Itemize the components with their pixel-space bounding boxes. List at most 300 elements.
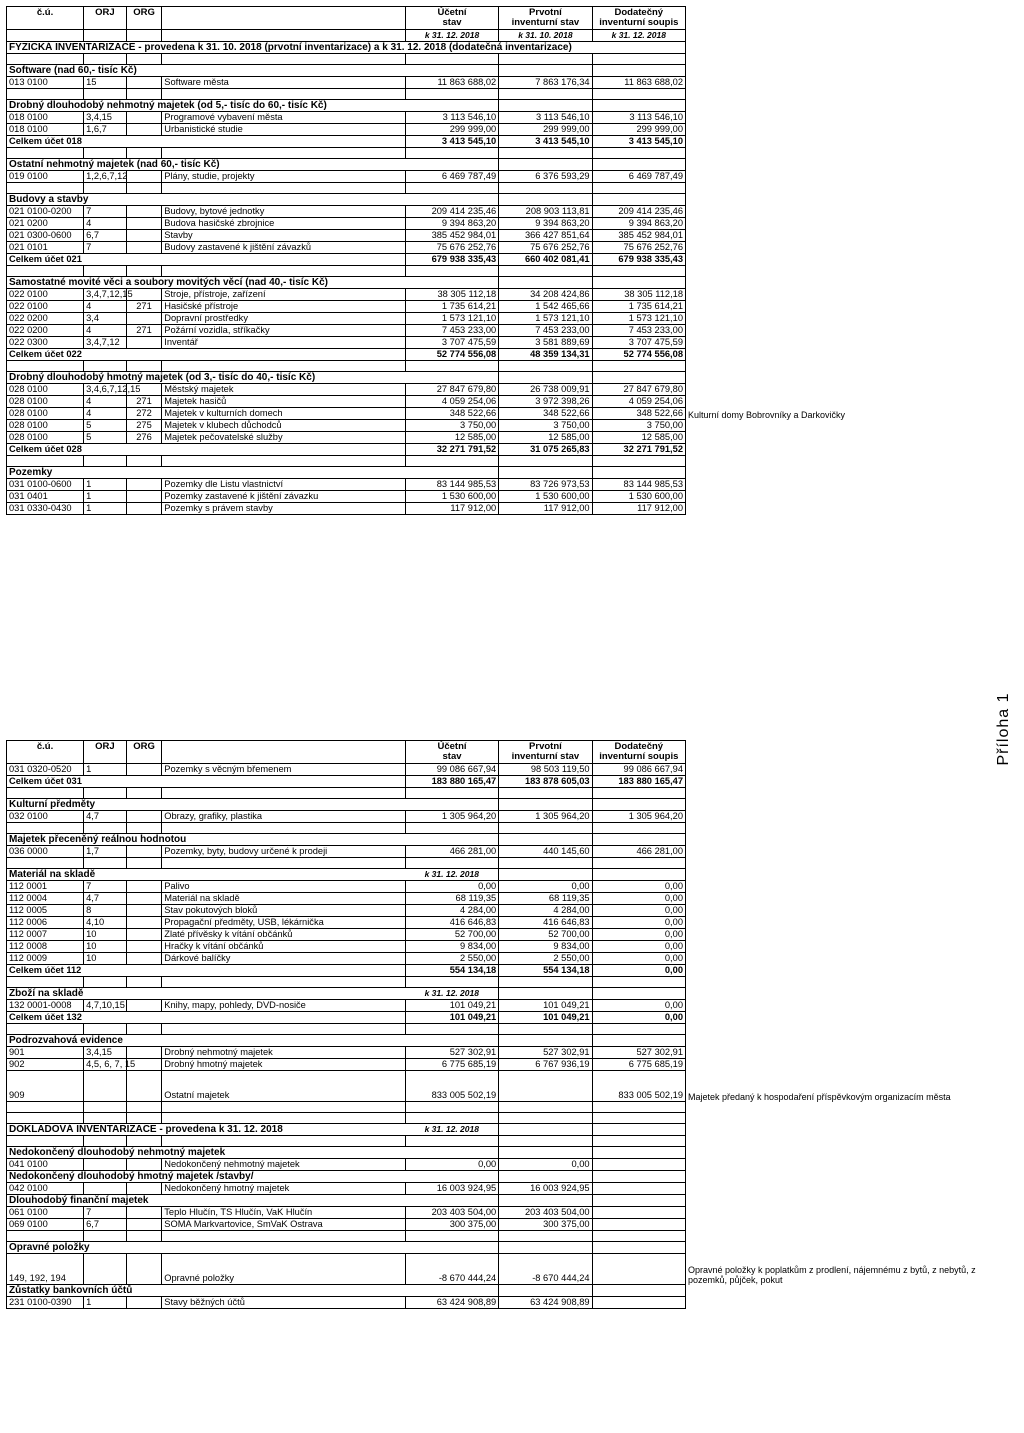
value-dodatecny: 3 750,00: [592, 420, 685, 432]
value-ucetni: 1 530 600,00: [405, 491, 498, 503]
total-row: [7, 776, 686, 788]
item-name: Materiál na skladě: [162, 893, 406, 905]
value-prvotni: 34 208 424,86: [499, 289, 592, 301]
orj-code: [84, 1183, 127, 1195]
total-row: [7, 349, 686, 361]
value-ucetni: 209 414 235,46: [405, 206, 498, 218]
empty-cell: [499, 65, 592, 77]
item-name: Inventář: [162, 337, 406, 349]
empty-cell: [7, 183, 84, 194]
empty-cell: [499, 54, 592, 65]
empty-cell: [499, 1231, 592, 1242]
value-dodatecny: 0,00: [592, 905, 685, 917]
table-row: [7, 953, 686, 965]
value-ucetni: 3 113 546,10: [405, 112, 498, 124]
table-row: [7, 491, 686, 503]
table-row: [7, 112, 686, 124]
empty-cell: [7, 858, 84, 869]
account-number: 069 0100: [7, 1219, 84, 1231]
item-name: Plány, studie, projekty: [162, 171, 406, 183]
value-dodatecny: 3 707 475,59: [592, 337, 685, 349]
table-row: [7, 881, 686, 893]
value-dodatecny: 299 999,00: [592, 124, 685, 136]
value-prvotni: 416 646,83: [499, 917, 592, 929]
empty-cell: [499, 1195, 592, 1207]
table-row: [7, 242, 686, 254]
item-name: Majetek v klubech důchodců: [162, 420, 406, 432]
section-date: [405, 1242, 498, 1254]
empty-cell: [499, 1124, 592, 1136]
orj-code: 4,7,10,15: [84, 1000, 127, 1012]
section-header: [7, 100, 686, 112]
value-dodatecny: 38 305 112,18: [592, 289, 685, 301]
header-ucetni-stav: Účetní stav: [405, 741, 498, 764]
item-name: Propagační předměty, USB, lékárnička: [162, 917, 406, 929]
empty-cell: [499, 266, 592, 277]
empty-cell: [7, 1102, 84, 1113]
orj-code: 1,2,6,7,12: [84, 171, 127, 183]
value-prvotni: 300 375,00: [499, 1219, 592, 1231]
item-name: Pozemky s právem stavby: [162, 503, 406, 515]
section-title: Zůstatky bankovních účtů: [7, 1285, 406, 1297]
empty-cell: [126, 858, 162, 869]
account-number: 022 0100: [7, 289, 84, 301]
empty-cell: [7, 1113, 84, 1124]
account-number: 031 0330-0430: [7, 503, 84, 515]
org-code: [126, 1219, 162, 1231]
empty-cell: [162, 823, 406, 834]
value-prvotni: 7 453 233,00: [499, 325, 592, 337]
account-number: 022 0200: [7, 313, 84, 325]
empty-cell: [126, 54, 162, 65]
empty-cell: [592, 834, 685, 846]
account-number: 112 0004: [7, 893, 84, 905]
empty-cell: [499, 467, 592, 479]
empty-cell: [405, 148, 498, 159]
section-header: [7, 467, 686, 479]
orj-code: 4: [84, 218, 127, 230]
item-name: Palivo: [162, 881, 406, 893]
value-prvotni: 9 834,00: [499, 941, 592, 953]
orj-code: 15: [84, 77, 127, 89]
value-dodatecny: [592, 1219, 685, 1231]
org-code: [126, 811, 162, 823]
value-ucetni: 2 550,00: [405, 953, 498, 965]
total-prvotni: 31 075 265,83: [499, 444, 592, 456]
org-code: [126, 941, 162, 953]
empty-cell: [7, 1024, 84, 1035]
section-date: [405, 467, 498, 479]
table-row: [7, 893, 686, 905]
orj-code: 4: [84, 408, 127, 420]
item-name: Opravné položky: [162, 1254, 406, 1285]
spacer-row: [7, 977, 686, 988]
value-ucetni: 38 305 112,18: [405, 289, 498, 301]
empty-cell: [592, 1136, 685, 1147]
section-header: [7, 194, 686, 206]
value-prvotni: 9 394 863,20: [499, 218, 592, 230]
value-prvotni: 0,00: [499, 1159, 592, 1171]
empty-cell: [499, 183, 592, 194]
empty-cell: [499, 1102, 592, 1113]
table-row: [7, 313, 686, 325]
section-header: [7, 1242, 686, 1254]
total-dodatecny: 183 880 165,47: [592, 776, 685, 788]
section-header: [7, 834, 686, 846]
value-ucetni: 11 863 688,02: [405, 77, 498, 89]
empty-cell: [126, 1102, 162, 1113]
value-dodatecny: 7 453 233,00: [592, 325, 685, 337]
org-code: 276: [126, 432, 162, 444]
total-prvotni: 554 134,18: [499, 965, 592, 977]
org-code: [126, 206, 162, 218]
empty-cell: [499, 1171, 592, 1183]
value-ucetni: 466 281,00: [405, 846, 498, 858]
empty-cell: [162, 266, 406, 277]
item-name: Pozemky, byty, budovy určené k prodeji: [162, 846, 406, 858]
org-code: [126, 491, 162, 503]
section-date: [405, 1171, 498, 1183]
value-prvotni: 52 700,00: [499, 929, 592, 941]
account-number: 028 0100: [7, 432, 84, 444]
orj-code: 8: [84, 905, 127, 917]
total-label: Celkem účet 022: [7, 349, 406, 361]
inventory-table-part1: [6, 6, 846, 515]
value-dodatecny: 9 394 863,20: [592, 218, 685, 230]
empty-cell: [499, 788, 592, 799]
value-ucetni: 63 424 908,89: [405, 1297, 498, 1309]
section-date: k 31. 12. 2018: [405, 988, 498, 1000]
orj-code: 3,4,6,7,12,15: [84, 384, 127, 396]
total-ucetni: 32 271 791,52: [405, 444, 498, 456]
value-dodatecny: 1 735 614,21: [592, 301, 685, 313]
account-number: 022 0300: [7, 337, 84, 349]
empty-cell: [499, 372, 592, 384]
orj-code: [84, 1254, 127, 1285]
account-number: 902: [7, 1059, 84, 1071]
empty-cell: [126, 977, 162, 988]
empty-cell: [84, 183, 127, 194]
section-header: [7, 869, 686, 881]
table-row: [7, 1071, 686, 1102]
empty-cell: [162, 361, 406, 372]
empty-cell: [592, 194, 685, 206]
org-code: 271: [126, 325, 162, 337]
empty-cell: [405, 1113, 498, 1124]
org-code: [126, 929, 162, 941]
empty-cell: [592, 89, 685, 100]
empty-cell: [162, 54, 406, 65]
section-date: [405, 100, 498, 112]
empty-cell: [499, 858, 592, 869]
orj-code: 3,4,7,12,15: [84, 289, 127, 301]
item-name: Nedokončený hmotný majetek: [162, 1183, 406, 1195]
account-number: 021 0100-0200: [7, 206, 84, 218]
total-prvotni: 48 359 134,31: [499, 349, 592, 361]
value-dodatecny: 0,00: [592, 1000, 685, 1012]
empty-cell: [499, 277, 592, 289]
account-number: 112 0006: [7, 917, 84, 929]
value-ucetni: 6 775 685,19: [405, 1059, 498, 1071]
org-code: [126, 171, 162, 183]
spacer-row: [7, 183, 686, 194]
empty-cell: [162, 456, 406, 467]
value-ucetni: 4 284,00: [405, 905, 498, 917]
empty-cell: [592, 858, 685, 869]
value-prvotni: 1 530 600,00: [499, 491, 592, 503]
org-code: [126, 313, 162, 325]
empty-cell: [499, 1113, 592, 1124]
empty-cell: [592, 372, 685, 384]
orj-code: 3,4: [84, 313, 127, 325]
section-date: [405, 159, 498, 171]
empty-cell: [7, 54, 84, 65]
value-ucetni: 385 452 984,01: [405, 230, 498, 242]
account-number: 022 0200: [7, 325, 84, 337]
account-number: 041 0100: [7, 1159, 84, 1171]
total-dodatecny: 0,00: [592, 965, 685, 977]
item-name: Urbanistické studie: [162, 124, 406, 136]
org-code: [126, 1071, 162, 1102]
section-header: [7, 1195, 686, 1207]
value-ucetni: 6 469 787,49: [405, 171, 498, 183]
account-number: 901: [7, 1047, 84, 1059]
empty-cell: [499, 834, 592, 846]
spacer-row: [7, 1113, 686, 1124]
value-dodatecny: 11 863 688,02: [592, 77, 685, 89]
empty-cell: [405, 1231, 498, 1242]
account-number: 112 0007: [7, 929, 84, 941]
value-prvotni: 6 767 936,19: [499, 1059, 592, 1071]
orj-code: 10: [84, 953, 127, 965]
orj-code: 6,7: [84, 230, 127, 242]
item-name: Teplo Hlučín, TS Hlučín, VaK Hlučín: [162, 1207, 406, 1219]
attachment-label: Příloha 1: [995, 692, 1012, 766]
item-name: Stroje, přístroje, zařízení: [162, 289, 406, 301]
table-row: [7, 764, 686, 776]
table-row: [7, 1159, 686, 1171]
empty-cell: [592, 65, 685, 77]
spacer-row: [7, 823, 686, 834]
value-prvotni: 203 403 504,00: [499, 1207, 592, 1219]
section-date: [405, 834, 498, 846]
total-prvotni: 660 402 081,41: [499, 254, 592, 266]
total-row: [7, 444, 686, 456]
item-name: Pozemky zastavené k jištění závazku: [162, 491, 406, 503]
section-title: Samostatné movité věci a soubory movitých věcí (nad 40,- tisíc Kč): [7, 277, 406, 289]
value-ucetni: 4 059 254,06: [405, 396, 498, 408]
value-prvotni: 1 542 465,66: [499, 301, 592, 313]
account-number: 021 0300-0600: [7, 230, 84, 242]
item-name: Majetek pečovatelské služby: [162, 432, 406, 444]
empty-cell: [7, 456, 84, 467]
org-code: 275: [126, 420, 162, 432]
empty-cell: [162, 1136, 406, 1147]
value-dodatecny: 99 086 667,94: [592, 764, 685, 776]
value-dodatecny: 209 414 235,46: [592, 206, 685, 218]
row-note-text: Opravné položky k poplatkům z prodlení, nájemnému z bytů, z nebytů, z pozemků, půjček, pokut: [688, 1264, 976, 1285]
value-prvotni: 4 284,00: [499, 905, 592, 917]
value-ucetni: 300 375,00: [405, 1219, 498, 1231]
value-dodatecny: 0,00: [592, 941, 685, 953]
header-org: ORG: [126, 7, 162, 30]
value-prvotni: 6 376 593,29: [499, 171, 592, 183]
header-dodatecny-soupis: Dodatečný inventurní soupis: [592, 7, 685, 30]
orj-code: 4,7: [84, 893, 127, 905]
value-prvotni: 98 503 119,50: [499, 764, 592, 776]
value-dodatecny: 1 305 964,20: [592, 811, 685, 823]
value-prvotni: 3 581 889,69: [499, 337, 592, 349]
value-dodatecny: [592, 1297, 685, 1309]
value-prvotni: 3 972 398,26: [499, 396, 592, 408]
table-row: [7, 230, 686, 242]
empty-cell: [84, 456, 127, 467]
item-name: Stavy běžných účtů: [162, 1297, 406, 1309]
orj-code: 1,6,7: [84, 124, 127, 136]
empty-cell: [592, 1035, 685, 1047]
value-ucetni: 3 750,00: [405, 420, 498, 432]
org-code: [126, 1254, 162, 1285]
total-ucetni: 679 938 335,43: [405, 254, 498, 266]
account-number: 061 0100: [7, 1207, 84, 1219]
orj-code: 3,4,15: [84, 1047, 127, 1059]
total-label: Celkem účet 018: [7, 136, 406, 148]
total-ucetni: 183 880 165,47: [405, 776, 498, 788]
empty-cell: [162, 183, 406, 194]
total-row: [7, 254, 686, 266]
empty-cell: [84, 823, 127, 834]
empty-cell: [84, 54, 127, 65]
section-title: FYZICKÁ INVENTARIZACE - provedena k 31. 10. 2018 (prvotní inventarizace) a k 31. 12. 2018 (dodatečná inventarizace): [7, 42, 686, 54]
total-label: Celkem účet 112: [7, 965, 406, 977]
empty-cell: [7, 148, 84, 159]
account-number: 909: [7, 1071, 84, 1102]
value-prvotni: 68 119,35: [499, 893, 592, 905]
value-prvotni: 348 522,66: [499, 408, 592, 420]
item-name: Dopravní prostředky: [162, 313, 406, 325]
org-code: 271: [126, 396, 162, 408]
account-number: 031 0401: [7, 491, 84, 503]
value-dodatecny: [592, 1254, 685, 1285]
header-org: ORG: [126, 741, 162, 764]
value-prvotni: 26 738 009,91: [499, 384, 592, 396]
table-row: [7, 218, 686, 230]
value-dodatecny: 348 522,66: [592, 408, 685, 420]
empty-cell: [84, 788, 127, 799]
total-dodatecny: 52 774 556,08: [592, 349, 685, 361]
table-row: [7, 503, 686, 515]
value-dodatecny: 466 281,00: [592, 846, 685, 858]
empty-cell: [405, 823, 498, 834]
total-ucetni: 3 413 545,10: [405, 136, 498, 148]
empty-cell: [592, 54, 685, 65]
table-header: [7, 7, 686, 42]
empty-cell: [84, 1102, 127, 1113]
header-ucetni-stav: Účetní stav: [405, 7, 498, 30]
org-code: [126, 218, 162, 230]
table-row: [7, 396, 686, 408]
account-number: 112 0005: [7, 905, 84, 917]
empty-cell: [7, 266, 84, 277]
value-prvotni: 117 912,00: [499, 503, 592, 515]
empty-cell: [405, 456, 498, 467]
orj-code: 3,4,15: [84, 112, 127, 124]
org-code: [126, 1047, 162, 1059]
empty-cell: [84, 1136, 127, 1147]
value-dodatecny: 833 005 502,19: [592, 1071, 685, 1102]
table-row: [7, 325, 686, 337]
empty-cell: [592, 183, 685, 194]
org-code: [126, 1297, 162, 1309]
value-dodatecny: 6 469 787,49: [592, 171, 685, 183]
account-number: 149, 192, 194: [7, 1254, 84, 1285]
header-prvotni-stav: Prvotní inventurní stav: [499, 741, 592, 764]
orj-code: 4: [84, 301, 127, 313]
section-header: [7, 65, 686, 77]
empty-cell: [84, 266, 127, 277]
table-header: [7, 741, 686, 764]
value-dodatecny: [592, 1183, 685, 1195]
orj-code: 1,7: [84, 846, 127, 858]
spacer-row: [7, 54, 686, 65]
value-ucetni: 527 302,91: [405, 1047, 498, 1059]
value-ucetni: 416 646,83: [405, 917, 498, 929]
account-number: 018 0100: [7, 124, 84, 136]
orj-code: 5: [84, 432, 127, 444]
value-ucetni: 833 005 502,19: [405, 1071, 498, 1102]
empty-cell: [126, 823, 162, 834]
orj-code: 7: [84, 881, 127, 893]
item-name: Software města: [162, 77, 406, 89]
orj-code: 4: [84, 396, 127, 408]
empty-cell: [499, 988, 592, 1000]
total-ucetni: 101 049,21: [405, 1012, 498, 1024]
table-row: [7, 289, 686, 301]
item-name: Ostatní majetek: [162, 1071, 406, 1102]
section-title: DOKLADOVÁ INVENTARIZACE - provedena k 31. 12. 2018: [7, 1124, 406, 1136]
section-date: k 31. 12. 2018: [405, 869, 498, 881]
value-ucetni: 83 144 985,53: [405, 479, 498, 491]
table-row: [7, 1183, 686, 1195]
org-code: [126, 242, 162, 254]
empty-cell: [126, 788, 162, 799]
value-prvotni: -8 670 444,24: [499, 1254, 592, 1285]
empty-cell: [592, 1285, 685, 1297]
org-code: [126, 230, 162, 242]
account-number: 042 0100: [7, 1183, 84, 1195]
value-prvotni: 101 049,21: [499, 1000, 592, 1012]
total-ucetni: 554 134,18: [405, 965, 498, 977]
orj-code: 10: [84, 941, 127, 953]
value-ucetni: 68 119,35: [405, 893, 498, 905]
account-number: 112 0009: [7, 953, 84, 965]
empty-cell: [499, 456, 592, 467]
empty-cell: [592, 266, 685, 277]
section-title: Dlouhodobý finanční majetek: [7, 1195, 406, 1207]
account-number: 112 0008: [7, 941, 84, 953]
table-row: [7, 941, 686, 953]
value-ucetni: 299 999,00: [405, 124, 498, 136]
value-prvotni: 83 726 973,53: [499, 479, 592, 491]
value-ucetni: 101 049,21: [405, 1000, 498, 1012]
empty-cell: [126, 1024, 162, 1035]
orj-code: 1: [84, 1297, 127, 1309]
section-header: [7, 1035, 686, 1047]
header-date-prvotni: k 31. 10. 2018: [499, 30, 592, 42]
total-prvotni: 101 049,21: [499, 1012, 592, 1024]
orj-code: 7: [84, 1207, 127, 1219]
total-ucetni: 52 774 556,08: [405, 349, 498, 361]
